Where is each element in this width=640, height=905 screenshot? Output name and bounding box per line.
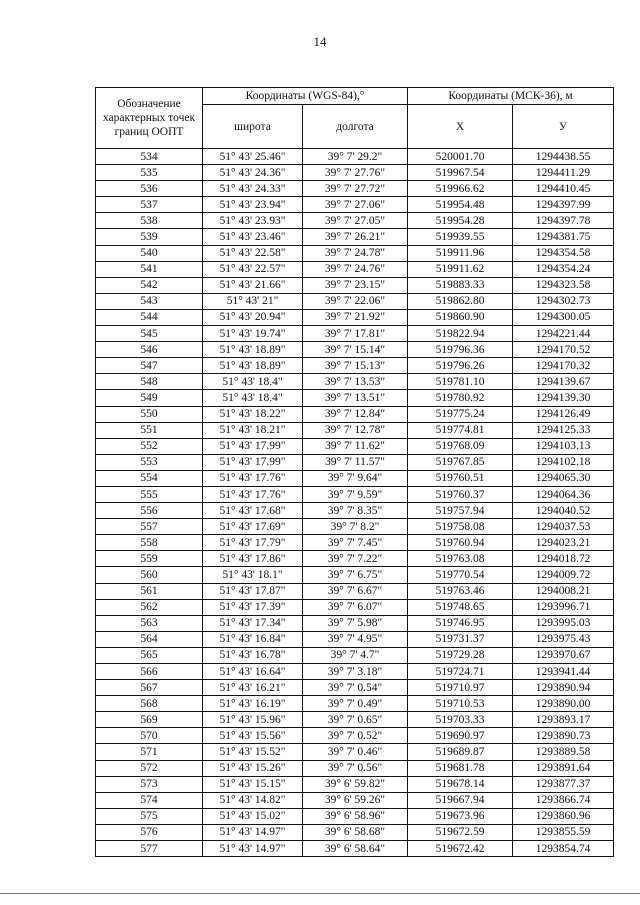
y-cell: 1294410.45 bbox=[513, 181, 614, 197]
point-id-cell: 568 bbox=[96, 696, 203, 712]
longitude-cell: 39° 7' 11.57" bbox=[303, 454, 408, 470]
latitude-cell: 51° 43' 14.97" bbox=[203, 841, 303, 857]
longitude-cell: 39° 7' 24.76" bbox=[303, 261, 408, 277]
table-row bbox=[96, 567, 614, 583]
table-header bbox=[96, 88, 614, 149]
longitude-cell: 39° 7' 4.7" bbox=[303, 647, 408, 663]
latitude-cell: 51° 43' 17.39" bbox=[203, 599, 303, 615]
page-bottom-rule bbox=[0, 893, 640, 894]
latitude-cell: 51° 43' 15.15" bbox=[203, 776, 303, 792]
y-cell: 1294302.73 bbox=[513, 293, 614, 309]
y-cell: 1294381.75 bbox=[513, 229, 614, 245]
longitude-cell: 39° 7' 0.65" bbox=[303, 712, 408, 728]
y-cell: 1293941.44 bbox=[513, 664, 614, 680]
table-row bbox=[96, 599, 614, 615]
latitude-cell: 51° 43' 18.21" bbox=[203, 422, 303, 438]
longitude-cell: 39° 7' 26.21" bbox=[303, 229, 408, 245]
table-row bbox=[96, 213, 614, 229]
table-row bbox=[96, 342, 614, 358]
point-id-cell: 543 bbox=[96, 293, 203, 309]
latitude-cell: 51° 43' 18.4" bbox=[203, 374, 303, 390]
x-cell: 519760.37 bbox=[408, 486, 513, 502]
point-id-cell: 555 bbox=[96, 486, 203, 502]
y-cell: 1293890.73 bbox=[513, 728, 614, 744]
latitude-cell: 51° 43' 23.94" bbox=[203, 197, 303, 213]
x-cell: 519703.33 bbox=[408, 712, 513, 728]
y-cell: 1294065.30 bbox=[513, 470, 614, 486]
point-id-cell: 567 bbox=[96, 680, 203, 696]
y-cell: 1293995.03 bbox=[513, 615, 614, 631]
table-row bbox=[96, 293, 614, 309]
latitude-cell: 51° 43' 16.19" bbox=[203, 696, 303, 712]
header-wgs84: Координаты (WGS-84),° bbox=[203, 88, 408, 105]
longitude-cell: 39° 7' 23.15" bbox=[303, 277, 408, 293]
table-row bbox=[96, 309, 614, 325]
x-cell: 519860.90 bbox=[408, 309, 513, 325]
point-id-cell: 571 bbox=[96, 744, 203, 760]
x-cell: 519748.65 bbox=[408, 599, 513, 615]
x-cell: 519822.94 bbox=[408, 326, 513, 342]
longitude-cell: 39° 7' 21.92" bbox=[303, 309, 408, 325]
latitude-cell: 51° 43' 15.56" bbox=[203, 728, 303, 744]
point-id-cell: 554 bbox=[96, 470, 203, 486]
point-id-cell: 547 bbox=[96, 358, 203, 374]
point-id-cell: 536 bbox=[96, 181, 203, 197]
longitude-cell: 39° 6' 58.68" bbox=[303, 824, 408, 840]
longitude-cell: 39° 7' 0.52" bbox=[303, 728, 408, 744]
x-cell: 519911.62 bbox=[408, 261, 513, 277]
longitude-cell: 39° 7' 6.07" bbox=[303, 599, 408, 615]
longitude-cell: 39° 7' 17.81" bbox=[303, 326, 408, 342]
x-cell: 519781.10 bbox=[408, 374, 513, 390]
table-row bbox=[96, 390, 614, 406]
point-id-cell: 569 bbox=[96, 712, 203, 728]
latitude-cell: 51° 43' 15.96" bbox=[203, 712, 303, 728]
x-cell: 519763.46 bbox=[408, 583, 513, 599]
point-id-cell: 540 bbox=[96, 245, 203, 261]
point-id-cell: 538 bbox=[96, 213, 203, 229]
x-cell: 519954.48 bbox=[408, 197, 513, 213]
y-cell: 1294126.49 bbox=[513, 406, 614, 422]
y-cell: 1294064.36 bbox=[513, 486, 614, 502]
point-id-cell: 537 bbox=[96, 197, 203, 213]
longitude-cell: 39° 7' 3.18" bbox=[303, 664, 408, 680]
latitude-cell: 51° 43' 18.22" bbox=[203, 406, 303, 422]
x-cell: 519689.87 bbox=[408, 744, 513, 760]
longitude-cell: 39° 7' 27.72" bbox=[303, 181, 408, 197]
latitude-cell: 51° 43' 25.46" bbox=[203, 149, 303, 165]
y-cell: 1294170.52 bbox=[513, 342, 614, 358]
longitude-cell: 39° 7' 29.2" bbox=[303, 149, 408, 165]
y-cell: 1293996.71 bbox=[513, 599, 614, 615]
latitude-cell: 51° 43' 24.36" bbox=[203, 165, 303, 181]
latitude-cell: 51° 43' 21" bbox=[203, 293, 303, 309]
latitude-cell: 51° 43' 16.64" bbox=[203, 664, 303, 680]
longitude-cell: 39° 7' 9.59" bbox=[303, 486, 408, 502]
longitude-cell: 39° 6' 59.82" bbox=[303, 776, 408, 792]
y-cell: 1294037.53 bbox=[513, 519, 614, 535]
point-id-cell: 563 bbox=[96, 615, 203, 631]
x-cell: 519758.08 bbox=[408, 519, 513, 535]
longitude-cell: 39° 6' 58.64" bbox=[303, 841, 408, 857]
longitude-cell: 39° 7' 0.46" bbox=[303, 744, 408, 760]
table-row bbox=[96, 551, 614, 567]
table-row bbox=[96, 696, 614, 712]
point-id-cell: 570 bbox=[96, 728, 203, 744]
point-id-cell: 541 bbox=[96, 261, 203, 277]
y-cell: 1294411.29 bbox=[513, 165, 614, 181]
table-row bbox=[96, 728, 614, 744]
longitude-cell: 39° 7' 13.53" bbox=[303, 374, 408, 390]
latitude-cell: 51° 43' 22.58" bbox=[203, 245, 303, 261]
point-id-cell: 534 bbox=[96, 149, 203, 165]
x-cell: 519862.80 bbox=[408, 293, 513, 309]
y-cell: 1294354.58 bbox=[513, 245, 614, 261]
longitude-cell: 39° 7' 12.78" bbox=[303, 422, 408, 438]
table-row bbox=[96, 422, 614, 438]
latitude-cell: 51° 43' 14.82" bbox=[203, 792, 303, 808]
header-x: X bbox=[408, 105, 513, 149]
table-row bbox=[96, 326, 614, 342]
latitude-cell: 51° 43' 17.76" bbox=[203, 486, 303, 502]
x-cell: 519774.81 bbox=[408, 422, 513, 438]
y-cell: 1293866.74 bbox=[513, 792, 614, 808]
x-cell: 519796.26 bbox=[408, 358, 513, 374]
point-id-cell: 552 bbox=[96, 438, 203, 454]
point-id-cell: 539 bbox=[96, 229, 203, 245]
x-cell: 519672.42 bbox=[408, 841, 513, 857]
point-id-cell: 550 bbox=[96, 406, 203, 422]
latitude-cell: 51° 43' 17.86" bbox=[203, 551, 303, 567]
header-y: У bbox=[513, 105, 614, 149]
longitude-cell: 39° 7' 7.22" bbox=[303, 551, 408, 567]
latitude-cell: 51° 43' 15.26" bbox=[203, 760, 303, 776]
table-row bbox=[96, 181, 614, 197]
point-id-cell: 546 bbox=[96, 342, 203, 358]
point-id-cell: 564 bbox=[96, 631, 203, 647]
x-cell: 519681.78 bbox=[408, 760, 513, 776]
x-cell: 519729.28 bbox=[408, 647, 513, 663]
x-cell: 519770.54 bbox=[408, 567, 513, 583]
y-cell: 1294139.30 bbox=[513, 390, 614, 406]
y-cell: 1294008.21 bbox=[513, 583, 614, 599]
y-cell: 1294040.52 bbox=[513, 503, 614, 519]
x-cell: 519667.94 bbox=[408, 792, 513, 808]
table-row bbox=[96, 374, 614, 390]
table-row bbox=[96, 792, 614, 808]
y-cell: 1294397.78 bbox=[513, 213, 614, 229]
table-row bbox=[96, 824, 614, 840]
x-cell: 519760.51 bbox=[408, 470, 513, 486]
y-cell: 1294354.24 bbox=[513, 261, 614, 277]
latitude-cell: 51° 43' 16.78" bbox=[203, 647, 303, 663]
longitude-cell: 39° 7' 7.45" bbox=[303, 535, 408, 551]
point-id-cell: 544 bbox=[96, 309, 203, 325]
longitude-cell: 39° 7' 5.98" bbox=[303, 615, 408, 631]
point-id-cell: 545 bbox=[96, 326, 203, 342]
y-cell: 1293970.67 bbox=[513, 647, 614, 663]
latitude-cell: 51° 43' 18.4" bbox=[203, 390, 303, 406]
point-id-cell: 560 bbox=[96, 567, 203, 583]
latitude-cell: 51° 43' 17.34" bbox=[203, 615, 303, 631]
point-id-cell: 535 bbox=[96, 165, 203, 181]
y-cell: 1294397.99 bbox=[513, 197, 614, 213]
y-cell: 1293877.37 bbox=[513, 776, 614, 792]
latitude-cell: 51° 43' 15.02" bbox=[203, 808, 303, 824]
latitude-cell: 51° 43' 17.69" bbox=[203, 519, 303, 535]
table-row bbox=[96, 712, 614, 728]
longitude-cell: 39° 7' 9.64" bbox=[303, 470, 408, 486]
point-id-cell: 576 bbox=[96, 824, 203, 840]
longitude-cell: 39° 7' 12.84" bbox=[303, 406, 408, 422]
coordinates-table bbox=[95, 87, 614, 857]
point-id-cell: 561 bbox=[96, 583, 203, 599]
point-id-cell: 549 bbox=[96, 390, 203, 406]
table-row bbox=[96, 454, 614, 470]
table-row bbox=[96, 535, 614, 551]
point-id-cell: 551 bbox=[96, 422, 203, 438]
longitude-cell: 39° 7' 15.13" bbox=[303, 358, 408, 374]
table-row bbox=[96, 647, 614, 663]
latitude-cell: 51° 43' 18.1" bbox=[203, 567, 303, 583]
header-longitude: долгота bbox=[303, 105, 408, 149]
longitude-cell: 39° 7' 4.95" bbox=[303, 631, 408, 647]
table-row bbox=[96, 165, 614, 181]
point-id-cell: 562 bbox=[96, 599, 203, 615]
longitude-cell: 39° 7' 6.75" bbox=[303, 567, 408, 583]
table-row bbox=[96, 245, 614, 261]
x-cell: 519911.96 bbox=[408, 245, 513, 261]
y-cell: 1293975.43 bbox=[513, 631, 614, 647]
x-cell: 519768.09 bbox=[408, 438, 513, 454]
latitude-cell: 51° 43' 21.66" bbox=[203, 277, 303, 293]
x-cell: 519746.95 bbox=[408, 615, 513, 631]
table-row bbox=[96, 486, 614, 502]
longitude-cell: 39° 7' 8.35" bbox=[303, 503, 408, 519]
x-cell: 519757.94 bbox=[408, 503, 513, 519]
table-body bbox=[96, 149, 614, 857]
y-cell: 1294323.58 bbox=[513, 277, 614, 293]
table-row bbox=[96, 744, 614, 760]
point-id-cell: 573 bbox=[96, 776, 203, 792]
longitude-cell: 39° 7' 0.54" bbox=[303, 680, 408, 696]
table-row bbox=[96, 470, 614, 486]
header-designation: Обозначение характерных точек границ ООПТ bbox=[96, 88, 203, 149]
table-row bbox=[96, 149, 614, 165]
y-cell: 1294018.72 bbox=[513, 551, 614, 567]
latitude-cell: 51° 43' 23.46" bbox=[203, 229, 303, 245]
latitude-cell: 51° 43' 24.33" bbox=[203, 181, 303, 197]
table-row bbox=[96, 808, 614, 824]
latitude-cell: 51° 43' 17.68" bbox=[203, 503, 303, 519]
point-id-cell: 559 bbox=[96, 551, 203, 567]
x-cell: 519710.53 bbox=[408, 696, 513, 712]
point-id-cell: 574 bbox=[96, 792, 203, 808]
table-row bbox=[96, 438, 614, 454]
latitude-cell: 51° 43' 20.94" bbox=[203, 309, 303, 325]
longitude-cell: 39° 7' 0.56" bbox=[303, 760, 408, 776]
y-cell: 1293891.64 bbox=[513, 760, 614, 776]
longitude-cell: 39° 7' 27.05" bbox=[303, 213, 408, 229]
y-cell: 1293854.74 bbox=[513, 841, 614, 857]
latitude-cell: 51° 43' 19.74" bbox=[203, 326, 303, 342]
point-id-cell: 575 bbox=[96, 808, 203, 824]
table-row bbox=[96, 583, 614, 599]
y-cell: 1294103.13 bbox=[513, 438, 614, 454]
table-row bbox=[96, 664, 614, 680]
table-row bbox=[96, 261, 614, 277]
point-id-cell: 565 bbox=[96, 647, 203, 663]
y-cell: 1293855.59 bbox=[513, 824, 614, 840]
point-id-cell: 557 bbox=[96, 519, 203, 535]
point-id-cell: 542 bbox=[96, 277, 203, 293]
table-row bbox=[96, 229, 614, 245]
y-cell: 1293889.58 bbox=[513, 744, 614, 760]
table-row bbox=[96, 197, 614, 213]
point-id-cell: 553 bbox=[96, 454, 203, 470]
longitude-cell: 39° 7' 15.14" bbox=[303, 342, 408, 358]
x-cell: 519767.85 bbox=[408, 454, 513, 470]
table-row bbox=[96, 631, 614, 647]
table-row bbox=[96, 406, 614, 422]
y-cell: 1294221.44 bbox=[513, 326, 614, 342]
y-cell: 1294139.67 bbox=[513, 374, 614, 390]
point-id-cell: 548 bbox=[96, 374, 203, 390]
x-cell: 519780.92 bbox=[408, 390, 513, 406]
point-id-cell: 558 bbox=[96, 535, 203, 551]
x-cell: 519710.97 bbox=[408, 680, 513, 696]
latitude-cell: 51° 43' 18.89" bbox=[203, 358, 303, 374]
table-row bbox=[96, 358, 614, 374]
x-cell: 519763.08 bbox=[408, 551, 513, 567]
y-cell: 1294300.05 bbox=[513, 309, 614, 325]
latitude-cell: 51° 43' 17.99" bbox=[203, 454, 303, 470]
y-cell: 1294438.55 bbox=[513, 149, 614, 165]
latitude-cell: 51° 43' 16.84" bbox=[203, 631, 303, 647]
table-row bbox=[96, 841, 614, 857]
point-id-cell: 566 bbox=[96, 664, 203, 680]
latitude-cell: 51° 43' 16.21" bbox=[203, 680, 303, 696]
y-cell: 1294102.18 bbox=[513, 454, 614, 470]
point-id-cell: 556 bbox=[96, 503, 203, 519]
x-cell: 519724.71 bbox=[408, 664, 513, 680]
x-cell: 519760.94 bbox=[408, 535, 513, 551]
table-row bbox=[96, 776, 614, 792]
y-cell: 1294170.32 bbox=[513, 358, 614, 374]
table-row bbox=[96, 615, 614, 631]
longitude-cell: 39° 7' 22.06" bbox=[303, 293, 408, 309]
y-cell: 1293893.17 bbox=[513, 712, 614, 728]
x-cell: 519775.24 bbox=[408, 406, 513, 422]
longitude-cell: 39° 7' 27.76" bbox=[303, 165, 408, 181]
table-row bbox=[96, 680, 614, 696]
header-latitude: широта bbox=[203, 105, 303, 149]
x-cell: 519796.36 bbox=[408, 342, 513, 358]
x-cell: 519967.54 bbox=[408, 165, 513, 181]
longitude-cell: 39° 7' 24.78" bbox=[303, 245, 408, 261]
x-cell: 519939.55 bbox=[408, 229, 513, 245]
x-cell: 519883.33 bbox=[408, 277, 513, 293]
table-row bbox=[96, 503, 614, 519]
longitude-cell: 39° 6' 59.26" bbox=[303, 792, 408, 808]
x-cell: 520001.70 bbox=[408, 149, 513, 165]
point-id-cell: 572 bbox=[96, 760, 203, 776]
longitude-cell: 39° 7' 11.62" bbox=[303, 438, 408, 454]
longitude-cell: 39° 7' 8.2" bbox=[303, 519, 408, 535]
latitude-cell: 51° 43' 17.99" bbox=[203, 438, 303, 454]
y-cell: 1293890.94 bbox=[513, 680, 614, 696]
latitude-cell: 51° 43' 14.97" bbox=[203, 824, 303, 840]
x-cell: 519966.62 bbox=[408, 181, 513, 197]
page-number: 14 bbox=[313, 34, 327, 49]
latitude-cell: 51° 43' 17.79" bbox=[203, 535, 303, 551]
point-id-cell: 577 bbox=[96, 841, 203, 857]
x-cell: 519690.97 bbox=[408, 728, 513, 744]
latitude-cell: 51° 43' 17.76" bbox=[203, 470, 303, 486]
x-cell: 519954.28 bbox=[408, 213, 513, 229]
x-cell: 519678.14 bbox=[408, 776, 513, 792]
y-cell: 1294125.33 bbox=[513, 422, 614, 438]
latitude-cell: 51° 43' 22.57" bbox=[203, 261, 303, 277]
latitude-cell: 51° 43' 17.87" bbox=[203, 583, 303, 599]
x-cell: 519731.37 bbox=[408, 631, 513, 647]
longitude-cell: 39° 7' 6.67" bbox=[303, 583, 408, 599]
table-row bbox=[96, 277, 614, 293]
longitude-cell: 39° 6' 58.96" bbox=[303, 808, 408, 824]
latitude-cell: 51° 43' 18.89" bbox=[203, 342, 303, 358]
y-cell: 1294023.21 bbox=[513, 535, 614, 551]
header-msk36: Координаты (МСК-36), м bbox=[408, 88, 614, 105]
x-cell: 519672.59 bbox=[408, 824, 513, 840]
latitude-cell: 51° 43' 23.93" bbox=[203, 213, 303, 229]
y-cell: 1293890.00 bbox=[513, 696, 614, 712]
x-cell: 519673.96 bbox=[408, 808, 513, 824]
longitude-cell: 39° 7' 27.06" bbox=[303, 197, 408, 213]
longitude-cell: 39° 7' 13.51" bbox=[303, 390, 408, 406]
table-row bbox=[96, 519, 614, 535]
longitude-cell: 39° 7' 0.49" bbox=[303, 696, 408, 712]
latitude-cell: 51° 43' 15.52" bbox=[203, 744, 303, 760]
y-cell: 1293860.96 bbox=[513, 808, 614, 824]
y-cell: 1294009.72 bbox=[513, 567, 614, 583]
table-row bbox=[96, 760, 614, 776]
